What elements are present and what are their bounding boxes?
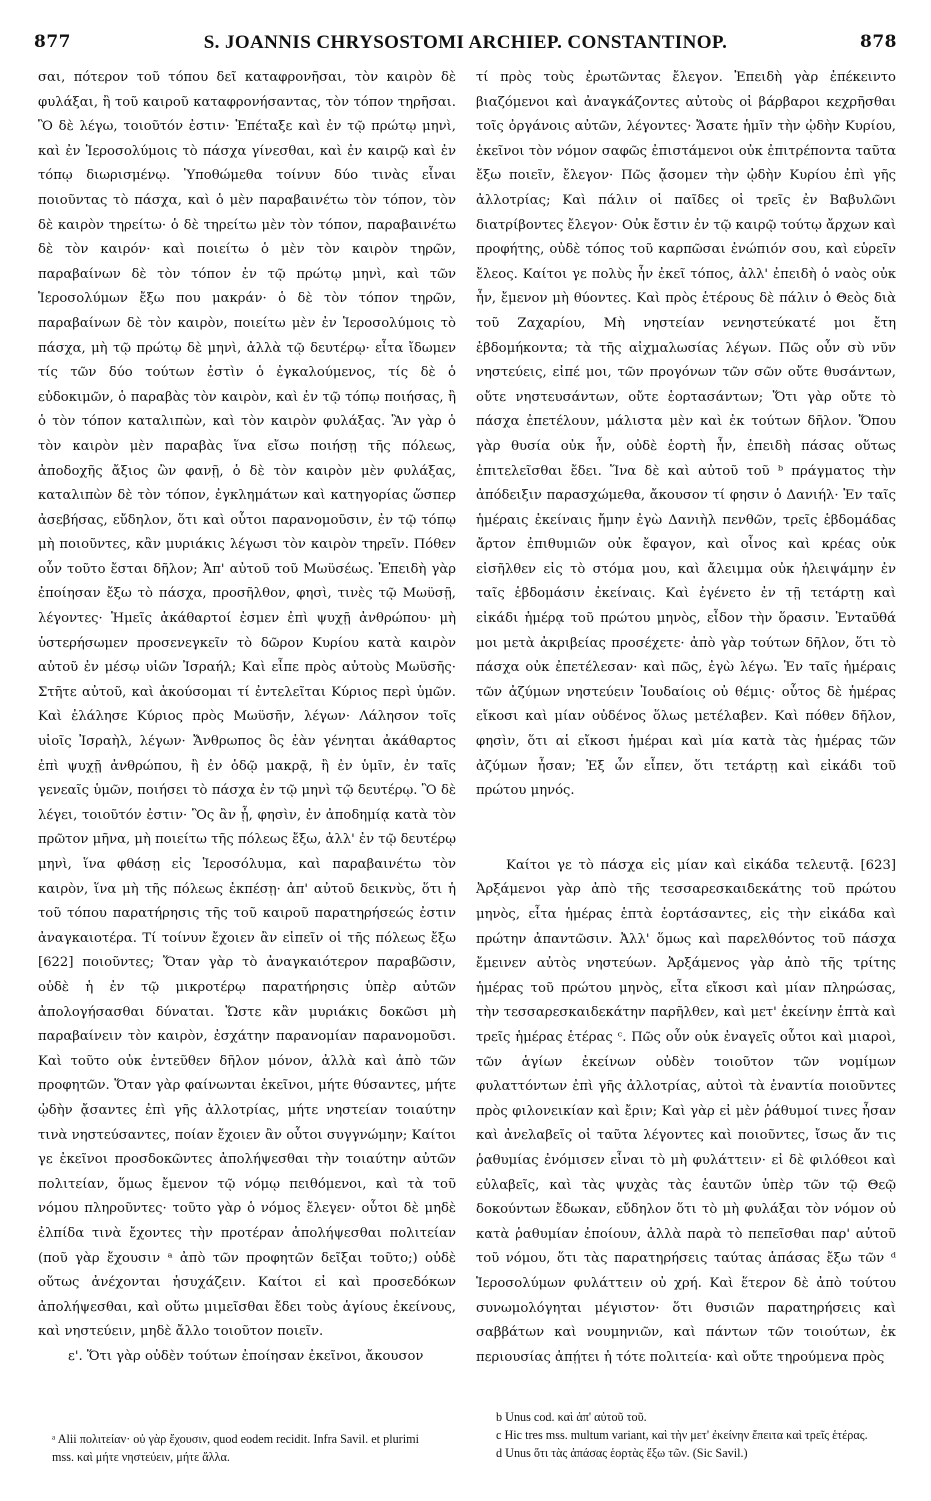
running-head — [30, 32, 901, 58]
footnote-b: b Unus cod. καὶ ἀπ' αὐτοῦ τοῦ. — [496, 1410, 647, 1424]
running-title: S. JOANNIS CHRYSOSTOMI ARCHIEP. CONSTANTINOP. — [203, 32, 728, 53]
page-number-right: 878 — [860, 32, 897, 52]
footnotes-left — [52, 1430, 442, 1466]
left-paragraph-1: σαι, πότερον τοῦ τόπου δεῖ καταφρονῆσαι, τὸν καιρὸν δὲ φυλάξαι, ἢ τοῦ καιροῦ καταφρονήσαντας, τὸν τόπον τηρῆσαι. Ὃ δὲ λέγω, τοιοῦτόν ἐστιν· Ἐπέταξε καὶ ἐν τῷ πρώτῳ μηνὶ, καὶ ἐν Ἱεροσολύμοις τὸ πάσχα γίνεσθαι, καὶ ἐν καιρῷ καὶ ἐν τόπῳ διωρισμένῳ. Ὑποθώμεθα τοίνυν δύο τινὰς εἶναι ποιοῦντας τὸ πάσχα, καὶ ὁ μὲν παραβαινέτω τὸν τόπον, τὸν δὲ καιρὸν τηρείτω· ὁ δὲ τηρείτω μὲν τὸν τόπον, παραβαινέτω δὲ τὸν καιρόν· καὶ ποιείτω ὁ μὲν τὸν καιρὸν τηρῶν, παραβαίνων δὲ τὸν τόπον ἐν τῷ πρώτῳ μηνὶ, καὶ τῶν Ἱεροσολύμων ἔξω που μακράν· ὁ δὲ τὸν τόπον τηρῶν, παραβαίνων δὲ τὸν καιρὸν, ποιείτω μὲν ἐν Ἱεροσολύμοις τὸ πάσχα, μὴ τῷ πρώτῳ δὲ μηνὶ, ἀλλὰ τῷ δευτέρῳ· εἶτα ἴδωμεν τίς τῶν δύο τούτων ἐστὶν ὁ ἐγκαλούμενος, τίς δὲ ὁ εὐδοκιμῶν, ὁ παραβὰς τὸν καιρὸν, καὶ ἐν τῷ τόπῳ ποιήσας, ἢ ὁ τὸν τόπον καταλιπὼν, καὶ τὸν καιρὸν φυλάξας. Ἂν γὰρ ὁ τὸν καιρὸν μὲν παραβὰς ἵνα εἴσω ποιήσῃ τῆς πόλεως, ἀποδοχῆς ἄξιος ὢν φανῇ, ὁ δὲ τὸν καιρὸν μὲν φυλάξας, καταλιπὼν δὲ τὸν τόπον, ἐγκλημάτων καὶ κατηγορίας ὥσπερ ἀσεβήσας, εὔδηλον, ὅτι καὶ οὗτοι παρανομοῦσιν, ἐν τῷ τόπῳ μὴ ποιοῦντες, κἂν μυριάκις λέγωσι τὸν καιρὸν τηρεῖν. Πόθεν οὖν τοῦτο ἔσται δῆλον; Ἀπ' αὐτοῦ τοῦ Μωϋσέως. Ἐπειδὴ γὰρ ἐποίησαν ἔξω τὸ πάσχα, προσῆλθον, φησὶ, τινὲς τῷ Μωϋσῇ, λέγοντες· Ἡμεῖς ἀκάθαρτοί ἐσμεν ἐπὶ ψυχῇ ἀνθρώπου· μὴ ὑστερήσωμεν προσενεγκεῖν τὸ δῶρον Κυρίου κατὰ καιρὸν αὐτοῦ ἐν μέσῳ υἱῶν Ἰσραήλ; Καὶ εἶπε πρὸς αὐτοὺς Μωϋσῆς· Στῆτε αὐτοῦ, καὶ ἀκούσομαι τί ἐντελεῖται Κύριος περὶ ὑμῶν. Καὶ ἐλάλησε Κύριος πρὸς Μωϋσῆν, λέγων· Λάλησον τοῖς υἱοῖς Ἰσραὴλ, λέγων· Ἄνθρωπος ὃς ἐὰν γένηται ἀκάθαρτος ἐπὶ ψυχῇ ἀνθρώπου, ἢ ἐν ὁδῷ μακρᾷ, ἢ ἐν ὑμῖν, ἐν ταῖς γενεαῖς ὑμῶν, ποιήσει τὸ πάσχα ἐν τῷ μηνὶ τῷ δευτέρῳ. Ὃ δὲ λέγει, τοιοῦτόν ἐστιν· Ὃς ἂν ᾖ, φησὶν, ἐν ἀποδημίᾳ κατὰ τὸν πρῶτον μῆνα, μὴ ποιείτω τῆς πόλεως ἔξω, ἀλλ' ἐν τῷ δευτέρῳ μηνὶ, ἵνα φθάσῃ εἰς Ἱεροσόλυμα, καὶ παραβαινέτω τὸν καιρὸν, ἵνα μὴ τῆς πόλεως ἐκπέσῃ· ἀπ' αὐτοῦ δεικνὺς, ὅτι ἡ τοῦ τόπου παρατήρησις τῆς τοῦ καιροῦ παρατηρήσεώς ἐστιν ἀναγκαιοτέρα. Τί τοίνυν ἔχοιεν ἂν εἰπεῖν οἱ τῆς πόλεως ἔξω [622] ποιοῦντες; Ὅταν γὰρ τὸ ἀναγκαιότερον παραβῶσιν, οὐδὲ ἡ ἐν τῷ μικροτέρῳ παρατήρησις ὑπὲρ αὐτῶν ἀπολογήσασθαι δύναται. Ὥστε κἂν μυριάκις δοκῶσι μὴ παραβαίνειν τὸν καιρὸν, ἐσχάτην παρανομίαν παρανομοῦσι. Καὶ τοῦτο οὐκ ἐντεῦθεν δῆλον μόνον, ἀλλὰ καὶ ἀπὸ τῶν προφητῶν. Ὅταν γὰρ φαίνωνται ἐκεῖνοι, μήτε θύσαντες, μήτε ᾠδὴν ᾄσαντες ἐπὶ γῆς ἀλλοτρίας, μήτε νηστείαν τοιαύτην τινὰ νηστεύσαντες, ποίαν ἔχοιεν ἂν οὗτοι συγγνώμην; Καίτοι γε ἐκεῖνοι προσδοκῶντες ἀπολήψεσθαι τὴν τοιαύτην αὐτῶν πολιτείαν, ὅμως ἔμενον τῷ νόμῳ πειθόμενοι, καὶ τὰ τοῦ νόμου πληροῦντες· τοῦτο γὰρ ὁ νόμος ἔλεγεν· οὗτοι δὲ μηδὲ ἐλπίδα τινὰ ἔχοντες τὴν προτέραν ἀπολήψεσθαι πολιτείαν (ποῦ γὰρ ἔχουσιν ᵃ ἀπὸ τῶν προφητῶν δεῖξαι τοῦτο;) οὐδὲ οὕτως ἀνέχονται ἡσυχάζειν. Καίτοι εἰ καὶ προσεδόκων ἀπολήψεσθαι, καὶ οὕτω μιμεῖσθαι ἔδει τοὺς ἁγίους ἐκείνους, καὶ νηστεύειν, μηδὲ ἄλλο τοιοῦτον ποιεῖν. — [38, 70, 456, 1340]
page-number-left: 877 — [34, 32, 71, 52]
left-paragraph-2: ε'. Ὅτι γὰρ οὐδὲν τούτων ἐποίησαν ἐκεῖνοι, ἄκουσον — [68, 1348, 424, 1364]
footnote-d: d Unus ὅτι τὰς ἁπάσας ἑορτὰς ἔξω τῶν. (Sic Savil.) — [496, 1446, 748, 1460]
right-column — [476, 66, 896, 1370]
right-paragraph-1: τί πρὸς τοὺς ἐρωτῶντας ἔλεγον. Ἐπειδὴ γὰρ ἐπέκειντο βιαζόμενοι καὶ ἀναγκάζοντες αὐτοὺς οἱ βάρβαροι κεχρῆσθαι τοῖς ὀργάνοις αὐτῶν, λέγοντες· Ἄσατε ἡμῖν τὴν ᾠδὴν Κυρίου, ἐκεῖνοι τὸν νόμον σαφῶς ἐπιστάμενοι οὐκ ἐπιτρέποντα ταῦτα ἔξω ποιεῖν, ἔλεγον· Πῶς ᾄσομεν τὴν ᾠδὴν Κυρίου ἐπὶ γῆς ἀλλοτρίας; Καὶ πάλιν οἱ παῖδες οἱ τρεῖς ἐν Βαβυλῶνι διατρίβοντες ἔλεγον· Οὐκ ἔστιν ἐν τῷ καιρῷ τούτῳ ἄρχων καὶ προφήτης, οὐδὲ τόπος τοῦ καρπῶσαι ἐνώπιόν σου, καὶ εὑρεῖν ἔλεος. Καίτοι γε πολὺς ἦν ἐκεῖ τόπος, ἀλλ' ἐπειδὴ ὁ ναὸς οὐκ ἦν, ἔμενον μὴ θύοντες. Καὶ πρὸς ἑτέρους δὲ πάλιν ὁ Θεὸς διὰ τοῦ Ζαχαρίου, Μὴ νηστείαν νενηστεύκατέ μοι ἔτη ἑβδομήκοντα; τὰ τῆς αἰχμαλωσίας λέγων. Πῶς οὖν σὺ νῦν νηστεύεις, εἰπέ μοι, τῶν προγόνων τῶν σῶν οὔτε θυσάντων, οὔτε νηστευσάντων, οὔτε ἑορτασάντων; Ὅτι γὰρ οὔτε τὸ πάσχα ἐπετέλουν, μάλιστα μὲν καὶ ἐκ τούτων δῆλον. Ὅπου γὰρ θυσία οὐκ ἦν, οὐδὲ ἑορτὴ ἦν, ἐπειδὴ πάσας οὕτως ἐπιτελεῖσθαι ἔδει. Ἵνα δὲ καὶ αὐτοῦ τοῦ ᵇ πράγματος τὴν ἀπόδειξιν παρασχώμεθα, ἄκουσον τί φησιν ὁ Δανιήλ· Ἐν ταῖς ἡμέραις ἐκείναις ἤμην ἐγὼ Δανιὴλ πενθῶν, τρεῖς ἑβδομάδας ἄρτον ἐπιθυμιῶν οὐκ ἔφαγον, καὶ οἶνος καὶ κρέας οὐκ εἰσῆλθεν εἰς τὸ στόμα μου, καὶ ἄλειμμα οὐκ ἠλειψάμην ἐν ταῖς ἑβδομάσιν ἐκείναις. Καὶ ἐγένετο ἐν τῇ τετάρτῃ καὶ εἰκάδι ἡμέρᾳ τοῦ πρώτου μηνὸς, εἶδον τὴν ὅρασιν. Ἐνταῦθά μοι μετὰ ἀκριβείας προσέχετε· ἀπὸ γὰρ τούτων δῆλον, ὅτι τὸ πάσχα οὐκ ἐπετέλεσαν· καὶ πῶς, ἐγὼ λέγω. Ἐν ταῖς ἡμέραις τῶν ἀζύμων νηστεύειν Ἰουδαίοις οὐ θέμις· οὗτος δὲ ἡμέρας εἴκοσι καὶ μίαν οὐδένος ὅλως μετέλαβεν. Καὶ πόθεν δῆλον, φησὶν, ὅτι αἱ εἴκοσι ἡμέραι καὶ μία κατὰ τὰς ἡμέρας τῶν ἀζύμων ἦσαν; Ἐξ ὧν εἶπεν, ὅτι τετάρτῃ καὶ εἰκάδι τοῦ πρώτου μηνός. — [476, 70, 896, 799]
footnote-a: ᵃ Alii πολιτείαν· οὐ γὰρ ἔχουσιν, quod eodem recidit. Infra Savil. et plurimi mss. καὶ μήτε νηστεύειν, μήτε ἄλλα. — [52, 1432, 419, 1464]
right-paragraph-2: Καίτοι γε τὸ πάσχα εἰς μίαν καὶ εἰκάδα τελευτᾷ. [623] Ἀρξάμενοι γὰρ ἀπὸ τῆς τεσσαρεσκαιδεκάτης τοῦ πρώτου μηνὸς, εἶτα ἡμέρας ἑπτὰ ἑορτάσαντες, εἰς τὴν εἰκάδα καὶ πρώτην ἀπαντῶσιν. Ἀλλ' ὅμως καὶ παρελθόντος τοῦ πάσχα ἔμεινεν αὐτὸς νηστεύων. Ἀρξάμενος γὰρ ἀπὸ τῆς τρίτης ἡμέρας τοῦ πρώτου μηνὸς, εἶτα εἴκοσι καὶ μίαν πληρώσας, τὴν τεσσαρεσκαιδεκάτην παρῆλθεν, καὶ μετ' ἐκείνην ἑπτὰ καὶ τρεῖς ἡμέρας ἑτέρας ᶜ. Πῶς οὖν οὐκ ἐναγεῖς οὗτοι καὶ μιαροὶ, τῶν ἁγίων ἐκείνων οὐδὲν τοιοῦτον τῶν νομίμων φυλαττόντων ἐπὶ γῆς ἀλλοτρίας, αὐτοὶ τὰ ἐναντία ποιοῦντες πρὸς φιλονεικίαν καὶ ἔριν; Καὶ γὰρ εἰ μὲν ῥάθυμοί τινες ἦσαν καὶ ἀνελαβεῖς οἱ ταῦτα λέγοντες καὶ ποιοῦντες, ἴσως ἄν τις ῥαθυμίας ἐνόμισεν εἶναι τὸ μὴ φυλάττειν· εἰ δὲ φιλόθεοι καὶ εὐλαβεῖς, καὶ τὰς ψυχὰς τὰς ἑαυτῶν ὑπὲρ τῶν τῷ Θεῷ δοκούντων ἔδωκαν, εὔδηλον ὅτι τὸ μὴ φυλάξαι τὸν νόμον οὐ κατὰ ῥαθυμίαν ἐποίουν, ἀλλὰ παρὰ τὸ πεπεῖσθαι παρ' αὐτοῦ τοῦ νόμου, ὅτι τὰς παρατηρήσεις ταύτας ἁπάσας ἔξω τῶν ᵈ Ἱεροσολύμων φυλάττειν οὐ χρή. Καὶ ἕτερον δὲ ἀπὸ τούτου συνωμολόγηται μέγιστον· ὅτι θυσιῶν παρατηρήσεις καὶ σαββάτων καὶ νουμηνιῶν, καὶ πάντων τῶν τοιούτων, ἐκ περιουσίας ἀπῄτει ἡ τότε πολιτεία· καὶ οὔτε τηρούμενα πρὸς — [476, 857, 896, 1365]
footnotes-right — [496, 1408, 901, 1462]
left-column — [38, 66, 456, 1369]
footnote-c: c Hic tres mss. multum variant, καὶ τὴν μετ' ἐκείνην ἔπειτα καὶ τρεῖς ἑτέρας. — [496, 1428, 868, 1442]
